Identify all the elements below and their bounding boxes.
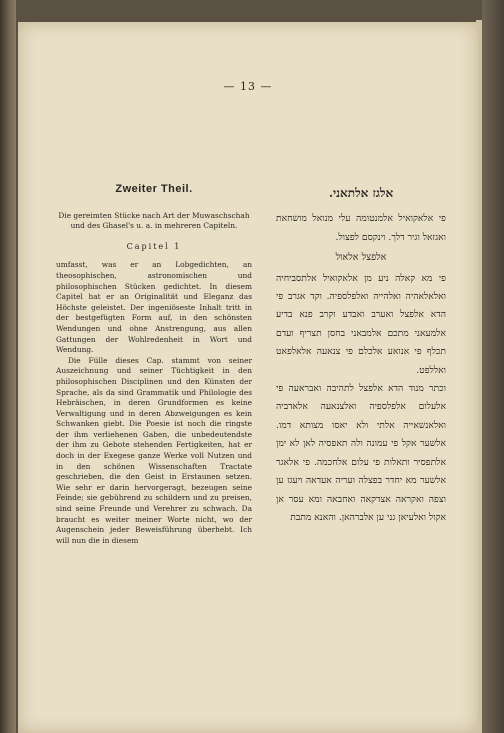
book-spine-right [482, 0, 504, 733]
german-column [56, 184, 252, 546]
german-section-heading: Zweiter Theil. [115, 183, 193, 195]
page-number: — 13 — [223, 80, 273, 93]
book-page [18, 22, 478, 733]
hebrew-paragraph-2: וכתר מנוד הדא אלפצל לתהיבה ואבראעה פי אלעלום אלפלספיה ואלצנאעה אלאדביה ואלאנשאייה אלתי ולא יאסו מצותא דמו. אלשער אקל פי עמונה ולה תאפסיה לאן לא ימן אלתפסיר ותאלות פי עלום אלחכמה. פי אלאגר אלשער מא יחדר בפצלה ועריה אעדאה ויעגז ען וצפה ואקראה אצדקאה ואחבאה ומא עסר אן אקול ואלעיאן גני ען אלברהאן. והאנא מתבת [276, 383, 446, 523]
hebrew-intro: פי אלאקואיל אלמנטומה עלי מנואל מושחאת ואגזאל וגיר דלך. וינקסם לפצול. [276, 213, 446, 243]
hebrew-section-heading: אלגז אלתאני. [328, 186, 394, 200]
german-chapter-heading: Capitel 1 [126, 241, 182, 251]
german-intro: Die gereimten Stücke nach Art der Muwaschschah und des Ghasel's u. a. in mehreren Capiteln. [58, 210, 250, 231]
book-spine-left [0, 0, 16, 733]
hebrew-column [276, 184, 446, 527]
hebrew-paragraph-1: פי מא קאלה ניע מן אלאקואיל אלתסביחיה ואלאלאהיה ואלהייה ואלפלספיה. וקד אגרב פי הדא אלפצל ואערב ואבדע וקרב פנא בדיע אלמעאני מתכם אלמבאני בחסן תצריף ועדם תכלף פי אנואע אלכלם פי צנאעה אלאלפאט ואללפט. [276, 272, 446, 376]
german-paragraph-1: umfasst, was er an Lobgedichten, an theosophischen, astronomischen und philosophischen Stücken gedichtet. In diesem Capitel hat er an Originalität und Eleganz das Höchste geleistet. Der ingeniöseste Inhalt tritt in der bestgefügten Form auf, in den schönsten Wendungen und ohne Anstrengung, aus allen Gattungen der Wohlredenheit in Wort und Wendung. [56, 260, 252, 355]
german-paragraph-2: Die Fülle dieses Cap. stammt von seiner Auszeichnung und seiner Tüchtigkeit in den philosophischen Disciplinen und den Künsten der Sprache, als da sind Grammatik und Philologie des Hebräischen, in deren Grundformen es keine Verwaltigung und in deren Abzweigungen es kein Schwanken giebt. Die Poesie ist noch die ringste der ihm verliehenen Gaben, die unbedeutendste der ihm zu Gebote stehenden Fertigkeiten, hat er doch in der Exegese ganze Werke voll Nutzen und in den schönen Wissenschaften Tractate geschrieben, die den Geist in Erstaunen setzen. Wie sehr er darin hervorgeragt, bezeugen seine Feinde; sie gebührend zu schildern und zu preisen, sind seine Freunde und Verehrer zu schwach. Da braucht es weiter meiner Worte nicht, wo der Augenschein jeder Beweisführung überhebt. Ich will nun die in diesem [56, 355, 252, 545]
hebrew-chapter-heading: אלפצל אלאול [335, 252, 387, 264]
